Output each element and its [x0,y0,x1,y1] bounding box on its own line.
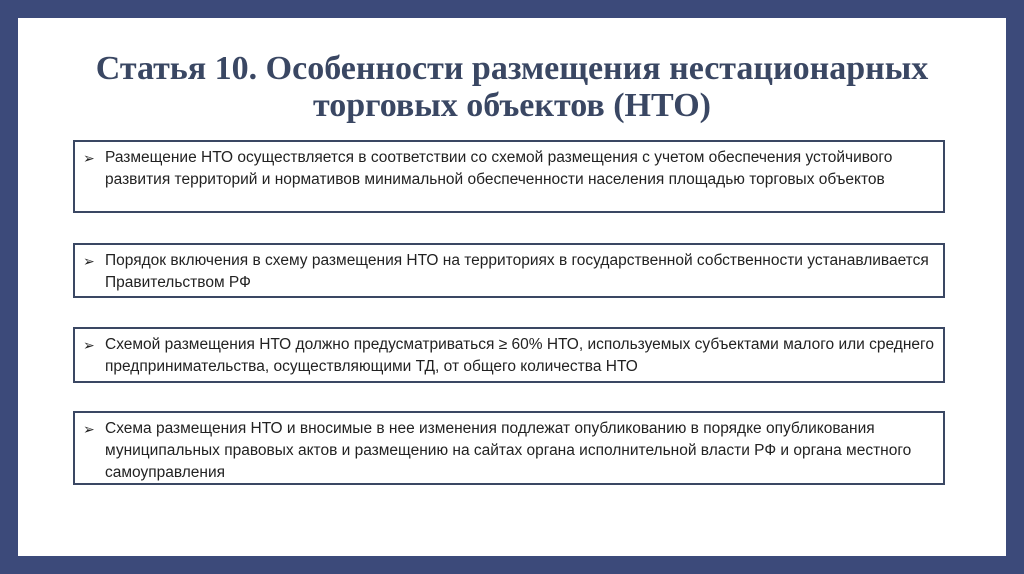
bullet-text-2: Порядок включения в схему размещения НТО на территориях в государственной собственности устанавливается Правительством РФ [105,252,929,291]
bullet-box-4 [73,411,945,485]
arrow-bullet-icon: ➢ [83,150,95,166]
title-line-1: Статья 10. Особенности размещения нестационарных [95,50,929,87]
arrow-bullet-icon: ➢ [83,253,95,269]
arrow-bullet-icon: ➢ [83,337,95,353]
slide-title [18,50,1006,124]
bullet-text-3: Схемой размещения НТО должно предусматриваться ≥ 60% НТО, используемых субъектами малого или среднего предпринимательства, осуществляющими ТД, от общего количества НТО [105,336,934,375]
bullet-box-1 [73,140,945,213]
title-line-2: торговых объектов (НТО) [312,87,711,124]
bullet-text-1: Размещение НТО осуществляется в соответствии со схемой размещения с учетом обеспечения устойчивого развития территорий и нормативов минимальной обеспеченности населения площадью торговых объектов [105,149,893,188]
bullet-box-2 [73,243,945,298]
bullet-box-3 [73,327,945,383]
arrow-bullet-icon: ➢ [83,421,95,437]
slide [18,18,1006,556]
bullet-text-4: Схема размещения НТО и вносимые в нее изменения подлежат опубликованию в порядке опубликования муниципальных правовых актов и размещению на сайтах органа исполнительной власти РФ и органа местного самоуправления [105,420,912,481]
